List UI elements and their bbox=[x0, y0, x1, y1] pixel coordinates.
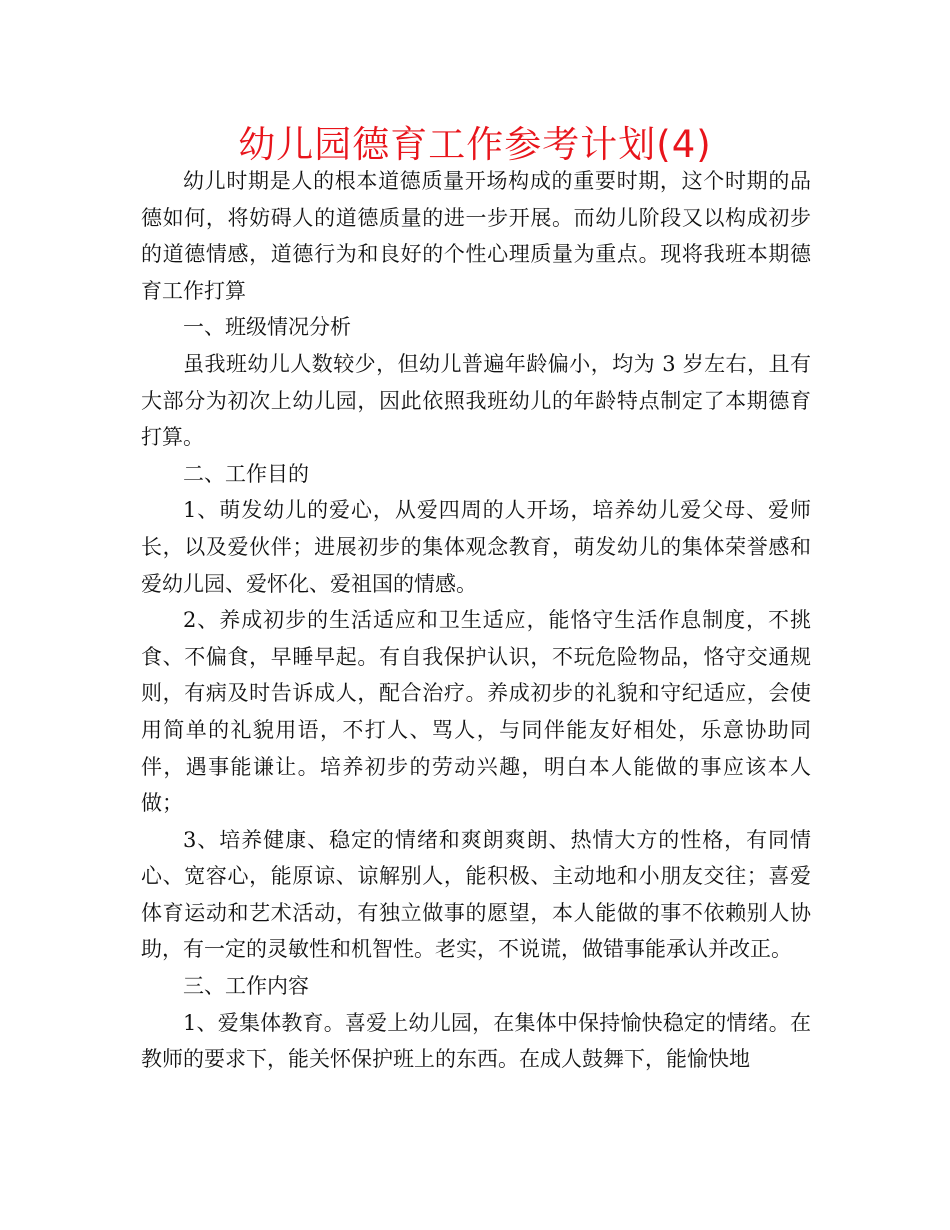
section-heading-class-analysis: 一、班级情况分析 bbox=[183, 315, 351, 340]
section-heading-work-goals: 二、工作目的 bbox=[183, 461, 309, 486]
section-heading-work-content: 三、工作内容 bbox=[183, 974, 309, 999]
document-body bbox=[141, 163, 811, 1078]
goal-paragraph-3: 3、培养健康、稳定的情绪和爽朗爽朗、热情大方的性格，有同情心、宽容心，能原谅、谅解别人，能积极、主动地和小朋友交往；喜爱体育运动和艺术活动，有独立做事的愿望，本人能做的事不依赖别人协助，有一定的灵敏性和机智性。老实，不说谎，做错事能承认并改正。 bbox=[141, 827, 811, 962]
intro-paragraph: 幼儿时期是人的根本道德质量开场构成的重要时期，这个时期的品德如何，将妨碍人的道德质量的进一步开展。而幼儿阶段又以构成初步的道德情感，道德行为和良好的个性心理质量为重点。现将我班本期德育工作打算 bbox=[141, 169, 811, 303]
goal-paragraph-2: 2、养成初步的生活适应和卫生适应，能恪守生活作息制度，不挑食、不偏食，早睡早起。有自我保护认识，不玩危险物品，恪守交通规则，有病及时告诉成人，配合治疗。养成初步的礼貌和守纪适应，会使用简单的礼貌用语，不打人、骂人，与同伴能友好相处，乐意协助同伴，遇事能谦让。培养初步的劳动兴趣，明白本人能做的事应该本人做； bbox=[141, 608, 811, 816]
goal-paragraph-1: 1、萌发幼儿的爱心，从爱四周的人开场，培养幼儿爱父母、爱师长，以及爱伙伴；进展初步的集体观念教育，萌发幼儿的集体荣誉感和爱幼儿园、爱怀化、爱祖国的情感。 bbox=[141, 498, 811, 596]
content-paragraph-1: 1、爱集体教育。喜爱上幼儿园，在集体中保持愉快稳定的情绪。在教师的要求下，能关怀保护班上的东西。在成人鼓舞下，能愉快地 bbox=[141, 1010, 811, 1072]
class-analysis-paragraph: 虽我班幼儿人数较少，但幼儿普遍年龄偏小，均为 3 岁左右，且有大部分为初次上幼儿园，因此依照我班幼儿的年龄特点制定了本期德育打算。 bbox=[141, 351, 811, 450]
document-title: 幼儿园德育工作参考计划(4) bbox=[238, 123, 712, 166]
